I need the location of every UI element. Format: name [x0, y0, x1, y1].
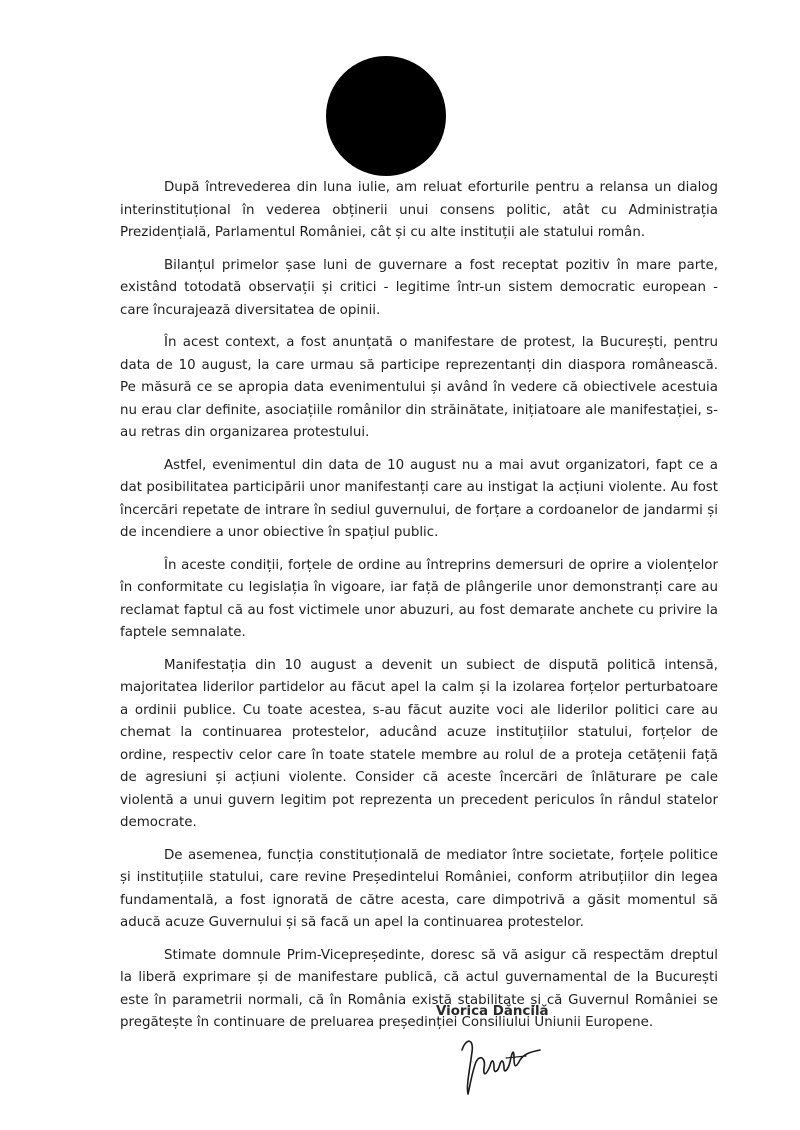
signature-block [436, 1004, 636, 1019]
paragraph-7: De asemenea, funcția constituțională de mediator între societate, forțele politice și instituțiile statului, care revine Președintelui României, conform atribuțiilor din legea fundamentală, a fost ignorată de către acesta, care dimpotrivă a găsit momentul să aducă acuze Guvernului și să facă un apel la continuarea protestelor. [120, 847, 718, 930]
paragraph-1: După întrevederea din luna iulie, am reluat eforturile pentru a relansa un dialog interinstituțional în vederea obținerii unui consens politic, atât cu Administrația Prezidențială, Parlamentul României, cât și cu alte instituții ale statului român. [120, 180, 718, 240]
redaction-mark [326, 56, 446, 176]
paragraph-5: În aceste condiții, forțele de ordine au întreprins demersuri de oprire a violențelor în conformitate cu legislația în vigoare, iar față de plângerile unor demonstranți care au reclamat faptul că au fost victimele unor abuzuri, au fost demarate anchete cu privire la faptele semnalate. [120, 557, 718, 640]
paragraph-2: Bilanțul primelor șase luni de guvernare a fost receptat pozitiv în mare parte, existând totodată observații și critici - legitime într-un sistem democratic european - care încurajează diversitatea de opinii. [120, 257, 718, 318]
paragraph-4: Astfel, evenimentul din data de 10 august nu a mai avut organizatori, fapt ce a dat posibilitatea participării unor manifestanți care au instigat la acțiuni violente. Au fost încercări repetate de intrare în sediul guvernului, de forțare a cordoanelor de jandarmi și de incendiere a unor obiective în spațiul public. [120, 457, 718, 540]
signatory-name: Viorica Dăncilă [436, 1004, 549, 1019]
paragraph-3: În acest context, a fost anunțată o manifestare de protest, la București, pentru data de 10 august, la care urmau să participe reprezentanți din diaspora românească. Pe măsură ce se apropia data evenimentului și având în vedere că obiectivele acestuia nu erau clar definite, asociațiile românilor din străinătate, inițiatoare ale manifestației, s-au retras din organizarea protestului. [120, 335, 718, 440]
paragraph-6: Manifestația din 10 august a devenit un subiect de dispută politică intensă, majoritatea liderilor partidelor au făcut apel la calm și la izolarea forțelor perturbatoare a ordinii publice. Cu toate acestea, s-au făcut auzite voci ale liderilor politici care au chemat la continuarea protestelor, aducând acuze instituțiilor statului, forțelor de ordine, respectiv celor care în toate statele membre au rolul de a proteja cetățenii față de agresiuni și acțiuni violente. Consider că aceste încercări de înlăturare pe cale violentă a unui guvern legitim pot reprezenta un precedent periculos în rândul statelor democrate. [120, 657, 718, 830]
letter-body [120, 177, 718, 1045]
paragraph-8: Stimate domnule Prim-Vicepreședinte, doresc să vă asigur că respectăm dreptul la liberă exprimare și de manifestare publică, că actul guvernamental de la București este în parametrii normali, că în România există stabilitate și că Guvernul României se pregătește în continuare de preluarea președinției Consiliului Uniunii Europene. [120, 947, 718, 1030]
handwritten-signature [456, 1028, 546, 1098]
